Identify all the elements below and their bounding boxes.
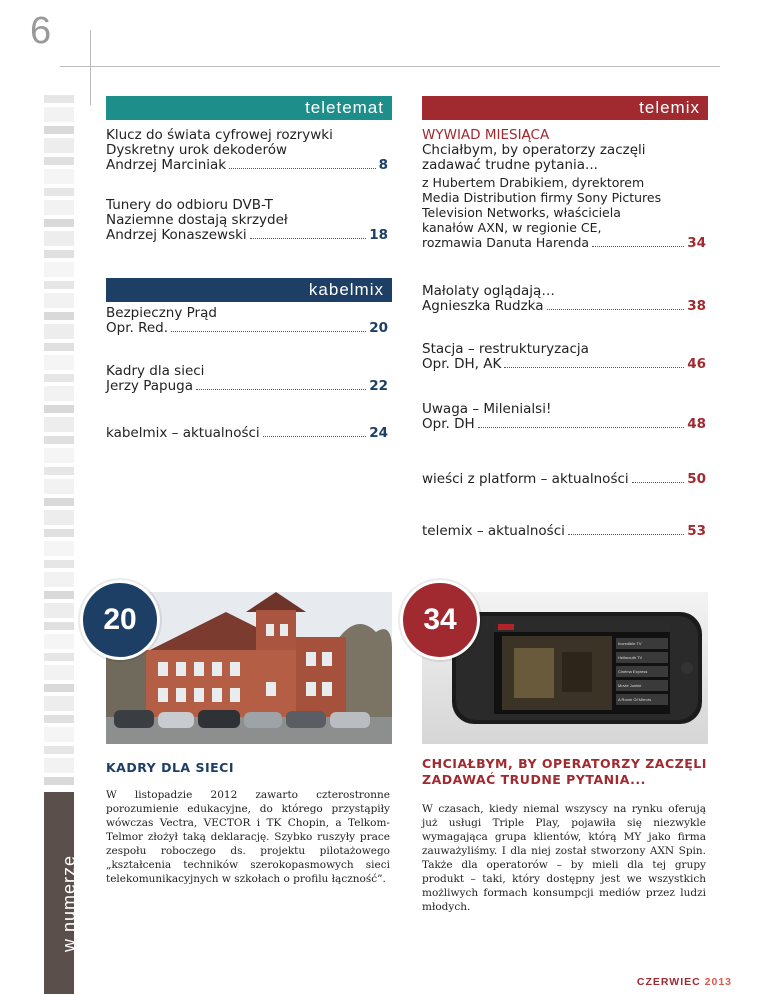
leader-dots <box>592 246 684 247</box>
stripe-band <box>44 293 74 308</box>
page-number: 6 <box>30 10 52 52</box>
stripe-band <box>44 405 74 413</box>
stripe-band <box>44 727 74 742</box>
entry-page: 46 <box>687 356 706 372</box>
entry-title: Stacja – restrukturyzacja <box>422 341 589 357</box>
stripe-band <box>44 603 74 618</box>
crop-line-vertical <box>90 30 91 105</box>
stripe-band <box>44 281 74 289</box>
section-header-teletemat <box>106 96 392 120</box>
stripe-band <box>44 200 74 215</box>
stripe-band <box>44 591 74 599</box>
stripe-band <box>44 560 74 568</box>
stripe-band <box>44 510 74 525</box>
leader-dots <box>250 238 367 239</box>
stripe-band <box>44 231 74 246</box>
stripe-band <box>44 758 74 773</box>
page-badge-20: 20 <box>80 580 160 660</box>
stripe-band <box>44 250 74 258</box>
feature-body-1: W listopadzie 2012 zawarto czterostronne porozumienie edukacyjne, do którego przystąpiły wówczas Vectra, VECTOR i TK Chopin, a Telkom-Telmor złożył taką deklarację. Szybko ruszyły prace zespołu roboczego ds. projektu pilotażowego „kształcenia techników szerokopasmowych sieci telekomunikacyjnych w szkołach o profilu łączność”. <box>106 789 390 885</box>
feature-heading-1 <box>106 760 392 776</box>
stripe-band <box>44 386 74 401</box>
entry-title: Kadry dla sieci <box>106 363 205 379</box>
entry-author: Jerzy Papuga <box>106 378 193 394</box>
section-title-kabelmix: kabelmix <box>308 280 384 299</box>
stripe-band <box>44 541 74 556</box>
toc-entry-7[interactable] <box>422 342 706 372</box>
stripe-band <box>44 777 74 785</box>
phone-menu-item: Hellmouth TV <box>616 652 668 663</box>
stripe-band <box>44 157 74 165</box>
stripe-band <box>44 107 74 122</box>
entry-page: 50 <box>687 471 706 487</box>
stripe-band <box>44 262 74 277</box>
toc-entry-interview[interactable] <box>422 128 706 251</box>
feature-heading-line-2: ZADAWAĆ TRUDNE PYTANIA... <box>422 772 646 787</box>
stripe-band <box>44 219 74 227</box>
leader-dots <box>196 389 366 390</box>
entry-page: 22 <box>369 378 388 394</box>
stripe-band <box>44 324 74 339</box>
feature-heading-2 <box>422 756 712 788</box>
entry-title-line-2: zadawać trudne pytania... <box>422 157 598 173</box>
entry-title: Uwaga – Milenialsi! <box>422 401 552 417</box>
entry-page: 38 <box>687 298 706 314</box>
sidebar-label <box>44 792 79 952</box>
stripe-band <box>44 696 74 711</box>
stripe-band <box>44 622 74 630</box>
entry-author: Opr. DH, AK <box>422 356 502 372</box>
stripe-band <box>44 95 74 103</box>
section-title-teletemat: teletemat <box>305 98 384 117</box>
phone-menu-item: Incredible TV <box>616 638 668 649</box>
entry-desc-4: kanałów AXN, w regionie CE, <box>422 220 602 235</box>
stripe-band <box>44 138 74 153</box>
phone-menu-item: Cinéma Express <box>616 666 668 677</box>
stripe-band <box>44 343 74 351</box>
leader-dots <box>478 427 685 428</box>
entry-author: Opr. Red. <box>106 320 169 336</box>
footer-month: CZERWIEC <box>636 976 701 988</box>
entry-author: telemix – aktualności <box>422 523 565 539</box>
entry-title: Klucz do świata cyfrowej rozrywki <box>106 127 333 143</box>
entry-title-line-1: Chciałbym, by operatorzy zaczęli <box>422 142 646 158</box>
toc-entry-3[interactable] <box>106 306 388 336</box>
sidebar-label-text: w numerze <box>59 854 79 952</box>
toc-entry-10[interactable] <box>422 524 706 539</box>
feature-body-2: W czasach, kiedy niemal wszyscy na rynku oferują już usługi Triple Play, pojawiła się niezwykle wymagająca grupa klientów, którą MY jako firma zauważyliśmy. I dla niej został stworzony AXN Spin. Także dla operatorów – by mieli dla tej grupy produkt – taki, który dostępny jest we wszystkich możliwych formach konsumpcji mediów przez ludzi młodych. <box>422 803 706 913</box>
stripe-band <box>44 572 74 587</box>
stripe-band <box>44 467 74 475</box>
stripe-band <box>44 479 74 494</box>
entry-author: rozmawia Danuta Harenda <box>422 235 590 250</box>
stripe-band <box>44 355 74 370</box>
phone-channel-menu <box>616 638 668 708</box>
entry-desc-3: Television Networks, właściciela <box>422 205 621 220</box>
entry-page: 34 <box>687 235 706 251</box>
crop-line-horizontal <box>60 66 720 67</box>
phone-menu-item: A Room Of Mirrors <box>616 694 668 705</box>
stripe-band <box>44 684 74 692</box>
toc-entry-5[interactable] <box>106 426 388 441</box>
entry-desc-2: Media Distribution firmy Sony Pictures <box>422 190 662 205</box>
stripe-band <box>44 374 74 382</box>
stripe-band <box>44 665 74 680</box>
toc-entry-4[interactable] <box>106 364 388 394</box>
entry-desc-1: z Hubertem Drabikiem, dyrektorem <box>422 175 645 190</box>
entry-author: kabelmix – aktualności <box>106 425 260 441</box>
entry-title: Małolaty oglądają… <box>422 283 555 299</box>
leader-dots <box>171 331 366 332</box>
entry-page: 20 <box>369 320 388 336</box>
section-header-kabelmix <box>106 278 392 302</box>
phone-menu-item: Movie Junkie <box>616 680 668 691</box>
leader-dots <box>632 482 685 483</box>
entry-title: Tunery do odbioru DVB-T <box>106 197 273 213</box>
entry-page: 53 <box>687 523 706 539</box>
leader-dots <box>504 367 684 368</box>
entry-author: wieści z platform – aktualności <box>422 471 629 487</box>
entry-subtitle: Dyskretny urok dekoderów <box>106 142 288 158</box>
entry-title: Bezpieczny Prąd <box>106 305 217 321</box>
entry-author: Opr. DH <box>422 416 475 432</box>
leader-dots <box>229 168 376 169</box>
entry-page: 8 <box>378 157 388 173</box>
leader-dots <box>263 436 367 437</box>
stripe-band <box>44 436 74 444</box>
feature-heading-line-1: CHCIAŁBYM, BY OPERATORZY ZACZĘLI <box>422 756 707 771</box>
toc-entry-6[interactable] <box>422 284 706 314</box>
entry-author: Andrzej Konaszewski <box>106 227 247 243</box>
stripe-band <box>44 634 74 649</box>
stripe-band <box>44 653 74 661</box>
issue-footer <box>637 976 732 988</box>
feature-heading-text: KADRY DLA SIECI <box>106 760 234 775</box>
stripe-band <box>44 188 74 196</box>
entry-page: 18 <box>369 227 388 243</box>
entry-author: Agnieszka Rudzka <box>422 298 544 314</box>
stripe-band <box>44 169 74 184</box>
stripe-band <box>44 312 74 320</box>
stripe-band <box>44 498 74 506</box>
toc-entry-8[interactable] <box>422 402 706 432</box>
toc-entry-1[interactable] <box>106 128 388 173</box>
stripe-band <box>44 529 74 537</box>
section-header-telemix <box>422 96 708 120</box>
stripe-band <box>44 417 74 432</box>
entry-subtitle: Naziemne dostają skrzydeł <box>106 212 288 228</box>
entry-kicker: WYWIAD MIESIĄCA <box>422 127 550 143</box>
stripe-band <box>44 746 74 754</box>
toc-entry-9[interactable] <box>422 472 706 487</box>
entry-page: 24 <box>369 425 388 441</box>
leader-dots <box>547 309 685 310</box>
stripe-band <box>44 715 74 723</box>
entry-page: 48 <box>687 416 706 432</box>
stripe-band <box>44 448 74 463</box>
toc-entry-2[interactable] <box>106 198 388 243</box>
footer-year: 2013 <box>704 976 732 988</box>
section-title-telemix: telemix <box>639 98 700 117</box>
page-badge-34: 34 <box>400 580 480 660</box>
stripe-band <box>44 126 74 134</box>
leader-dots <box>568 534 684 535</box>
entry-author: Andrzej Marciniak <box>106 157 227 173</box>
